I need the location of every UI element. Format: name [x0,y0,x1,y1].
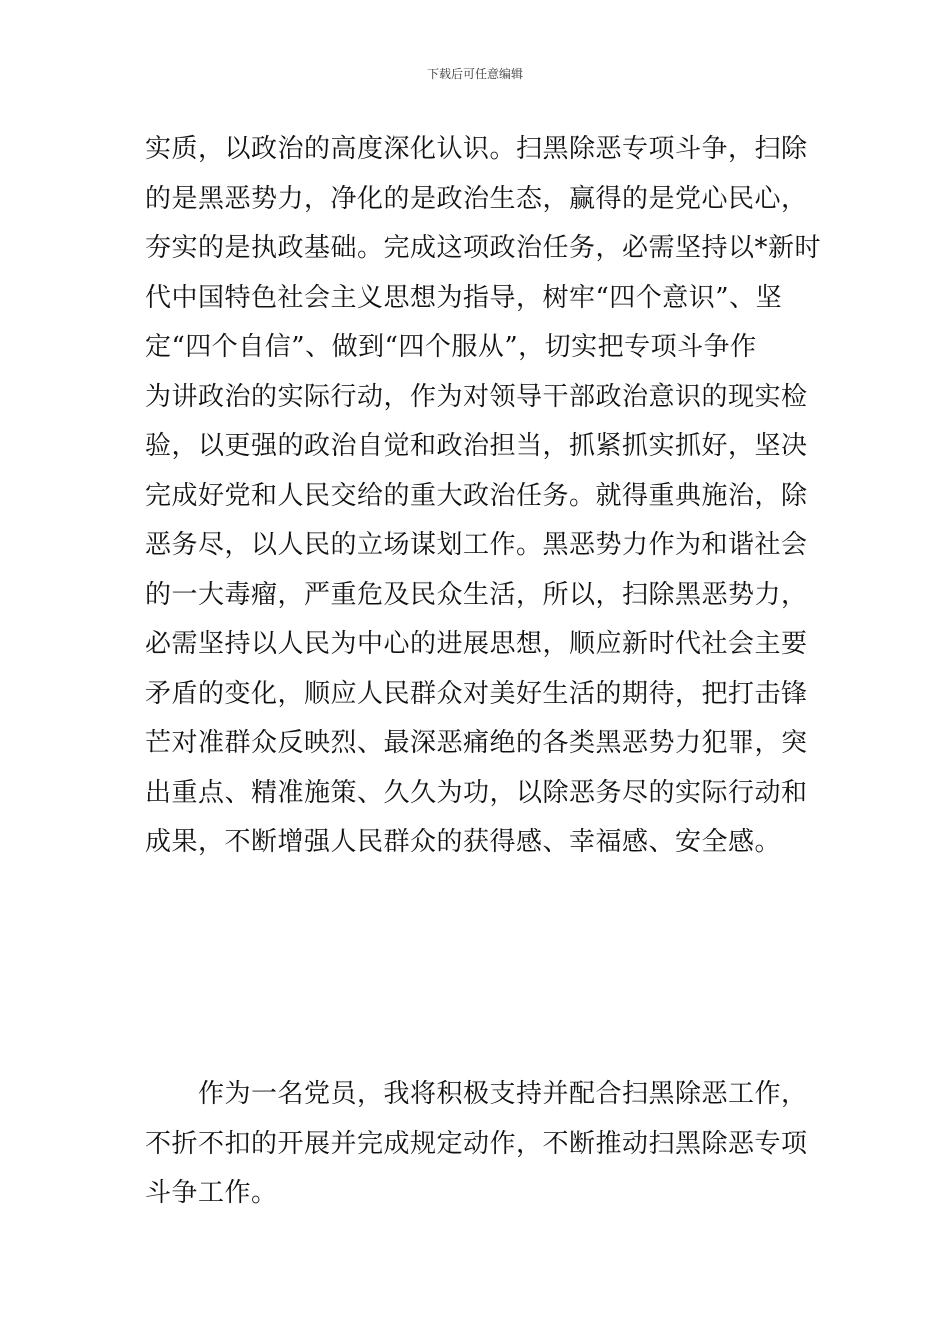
paragraph-line: 验，以更强的政治自觉和政治担当，抓紧抓实抓好，坚决 [145,431,808,461]
paragraph-line: 芒对准群众反映烈、最深恶痛绝的各类黑恶势力犯罪，突 [145,728,808,758]
paragraph-line: 矛盾的变化，顺应人民群众对美好生活的期待，把打击锋 [145,678,808,709]
paragraph-line: 的一大毒瘤，严重危及民众生活，所以，扫除黑恶势力， [145,579,808,610]
page-header: 下载后可任意编辑 [426,67,523,81]
paragraph-line: 恶务尽，以人民的立场谋划工作。黑恶势力作为和谐社会 [145,530,808,560]
paragraph-line: 完成好党和人民交给的重大政治任务。就得重典施治，除 [145,480,808,511]
paragraph-line: 作为一名党员，我将积极支持并配合扫黑除恶工作， [198,1079,808,1109]
paragraph-line: 成果，不断增强人民群众的获得感、幸福感、安全感。 [145,827,782,857]
paragraph-line: 斗争工作。 [145,1178,278,1208]
paragraph-line: 代中国特色社会主义思想为指导，树牢“四个意识”、坚 [145,282,783,313]
paragraph-line: 必需坚持以人民为中心的进展思想，顺应新时代社会主要 [145,629,808,659]
paragraph-line: 为讲政治的实际行动，作为对领导干部政治意识的现实检 [145,381,808,412]
paragraph-line: 夯实的是执政基础。完成这项政治任务，必需坚持以*新时 [145,233,822,263]
paragraph-line: 定“四个自信”、做到“四个服从”，切实把专项斗争作 [145,332,757,362]
body-paragraph-1 [145,125,822,868]
paragraph-line: 不折不扣的开展并完成规定动作，不断推动扫黑除恶专项 [145,1128,808,1159]
paragraph-line: 出重点、精准施策、久久为功，以除恶务尽的实际行动和 [145,777,808,808]
paragraph-line: 实质，以政治的高度深化认识。扫黑除恶专项斗争，扫除 [145,134,808,164]
paragraph-line: 的是黑恶势力，净化的是政治生态，赢得的是党心民心， [145,183,808,214]
body-paragraph-2 [145,1070,809,1219]
